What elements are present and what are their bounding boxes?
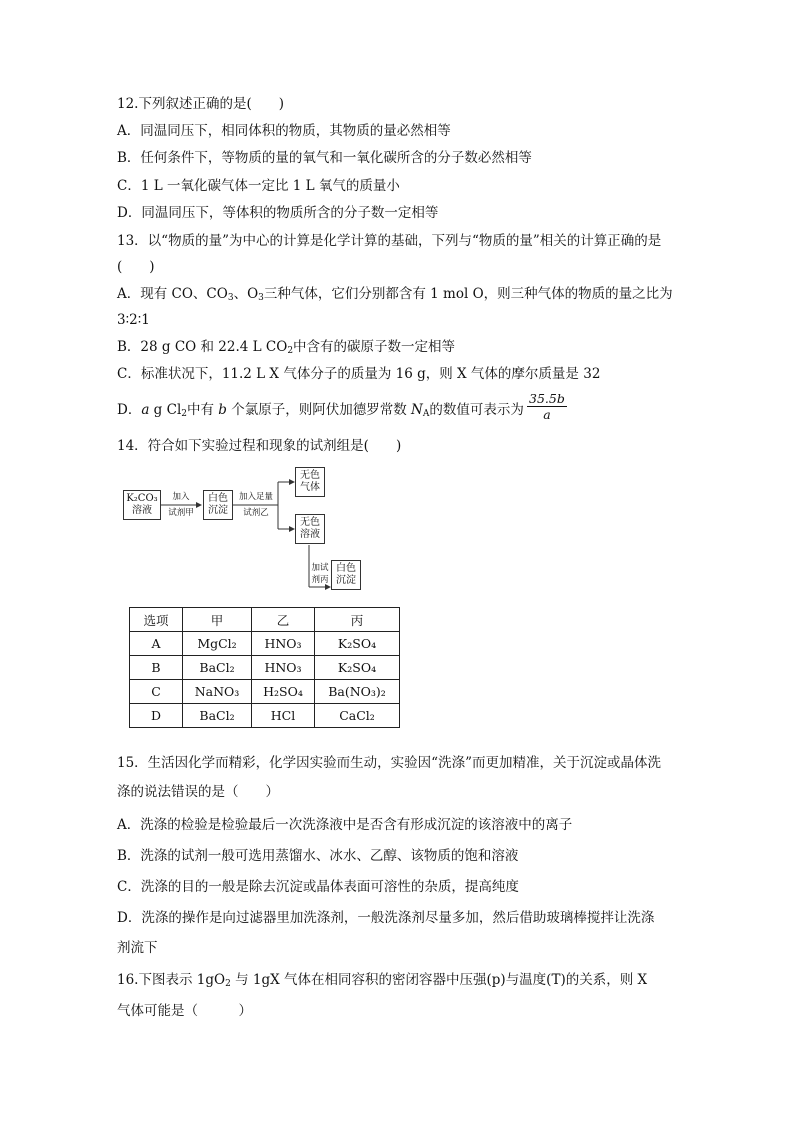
q13-d-N: N — [411, 402, 423, 418]
table-header-row — [130, 608, 400, 632]
flow-box-k2co3 — [123, 490, 161, 520]
flow-box-ppt-line2: 沉淀 — [208, 505, 228, 516]
q13-d-a: a — [141, 402, 150, 418]
sub-A: A — [422, 409, 430, 419]
q13-option-a-line2: 3∶2∶1 — [117, 312, 150, 328]
table-cell: C — [130, 680, 183, 704]
q15-stem-line2: 涤的说法错误的是（ ） — [117, 784, 279, 800]
table-cell: B — [130, 656, 183, 680]
q13-stem-paren: ( ) — [117, 259, 155, 275]
table-row — [130, 680, 400, 704]
q13-d-fraction — [527, 391, 567, 422]
flow-box-sol-line1: 无色 — [300, 517, 320, 528]
q12-option-a: A．同温同压下，相同体积的物质，其物质的量必然相等 — [117, 123, 451, 139]
arrow2-label-bottom: 试剂乙 — [243, 508, 269, 518]
table-cell: BaCl₂ — [183, 656, 252, 680]
table-cell: HNO₃ — [252, 632, 315, 656]
q12-option-b: B．任何条件下，等物质的量的氧气和一氧化碳所含的分子数必然相等 — [117, 150, 532, 166]
table-header-cell: 选项 — [130, 608, 183, 632]
sub-2: 2 — [181, 409, 187, 419]
fraction-denominator: a — [543, 407, 551, 422]
sub-2: 2 — [225, 979, 231, 989]
table-cell: CaCl₂ — [315, 704, 400, 728]
flow-box-ppt-line1: 白色 — [208, 493, 228, 504]
table-cell: A — [130, 632, 183, 656]
q13-option-d: D．a g $Cl_2$中有 b 个氯原子，则阿伏加德罗常数 $N_A$的数值可表示为 — [117, 402, 524, 419]
q16-stem-part1: 16.下图表示 1gO — [117, 972, 226, 988]
q15-option-c: C．洗涤的目的一般是除去沉淀或晶体表面可溶性的杂质，提高纯度 — [117, 879, 519, 895]
q13-d-t3: 个氯原子，则阿伏加德罗常数 — [226, 402, 412, 418]
flow-box-k2co3-line2: 溶液 — [132, 505, 152, 516]
table-cell: K₂SO₄ — [315, 632, 400, 656]
q13-option-a — [117, 284, 673, 304]
flow-box-white-ppt — [203, 490, 233, 520]
arrow3-label-2: 剂丙 — [311, 575, 329, 585]
q16-stem-line2: 气体可能是（ ） — [117, 1003, 252, 1019]
flow-box-gas-line2: 气体 — [300, 482, 320, 493]
table-cell: H₂SO₄ — [252, 680, 315, 704]
q16-stem — [117, 970, 647, 990]
flow-box-k2co3-line1: K₂CO₃ — [126, 493, 158, 504]
q13-d-b: b — [218, 402, 227, 418]
q12-stem: 12.下列叙述正确的是( ) — [117, 96, 285, 112]
table-row — [130, 632, 400, 656]
q15-option-a: A．洗涤的检验是检验最后一次洗涤液中是否含有形成沉淀的该溶液中的离子 — [117, 817, 573, 833]
q15-option-b: B．洗涤的试剂一般可选用蒸馏水、冰水、乙醇、该物质的饱和溶液 — [117, 848, 519, 864]
q13-b-part2: 中含有的碳原子数一定相等 — [293, 339, 456, 355]
q14-options-table — [129, 607, 400, 728]
q12-option-d: D．同温同压下，等体积的物质所含的分子数一定相等 — [117, 205, 439, 221]
q13-option-b — [117, 337, 455, 357]
q13-d-t1: g Cl — [149, 402, 182, 418]
sub-3: 3 — [258, 293, 264, 303]
q15-stem: 15．生活因化学而精彩，化学因实验而生动，实验因“洗涤”而更加精准，关于沉淀或晶体洗 — [117, 755, 661, 771]
flow-box-ppt2-line1: 白色 — [336, 563, 356, 574]
q15-option-d: D．洗涤的操作是向过滤器里加洗涤剂，一般洗涤剂尽量多加，然后借助玻璃棒搅拌让洗涤 — [117, 910, 655, 926]
table-cell: HNO₃ — [252, 656, 315, 680]
q13-b-part1: B．28 g CO 和 22.4 L CO — [117, 339, 288, 355]
flow-box-white-ppt-2 — [331, 560, 361, 590]
table-cell: K₂SO₄ — [315, 656, 400, 680]
table-cell: HCl — [252, 704, 315, 728]
q12-option-c: C．1 L 一氧化碳气体一定比 1 L 氧气的质量小 — [117, 178, 400, 194]
q13-a-part2: 、O — [233, 286, 259, 302]
sub-2: 2 — [287, 346, 294, 356]
q13-a-part1: A．现有 CO、CO — [117, 286, 228, 302]
table-header-cell: 乙 — [252, 608, 315, 632]
arrow1-label-bottom: 试剂甲 — [168, 508, 194, 518]
table-header-cell: 丙 — [315, 608, 400, 632]
arrow1-label-top: 加入 — [172, 492, 190, 502]
arrow2-label-top: 加入足量 — [238, 492, 273, 502]
q13-option-c: C．标准状况下，11.2 L X 气体分子的质量为 16 g，则 X 气体的摩尔质量是 32 — [117, 366, 601, 382]
table-cell: MgCl₂ — [183, 632, 252, 656]
table-cell: Ba(NO₃)₂ — [315, 680, 400, 704]
table-row — [130, 656, 400, 680]
flow-box-colorless-solution — [295, 514, 325, 544]
q13-d-t4: 的数值可表示为 — [429, 402, 524, 418]
table-cell: D — [130, 704, 183, 728]
arrow3-label-1: 加试 — [311, 563, 329, 573]
table-cell: NaNO₃ — [183, 680, 252, 704]
fraction-numerator: 35.5b — [529, 391, 565, 406]
sub-3: 3 — [227, 293, 234, 303]
q16-stem-part2: 与 1gX 气体在相同容积的密闭容器中压强(p)与温度(T)的关系，则 X — [230, 972, 648, 988]
q13-a-part3: 三种气体，它们分别都含有 1 mol O，则三种气体的物质的量之比为 — [263, 286, 673, 302]
q13-stem: 13．以“物质的量”为中心的计算是化学计算的基础，下列与“物质的量”相关的计算正确的是 — [117, 233, 662, 249]
flow-box-gas-line1: 无色 — [300, 470, 320, 481]
flow-box-ppt2-line2: 沉淀 — [336, 575, 356, 586]
flow-box-sol-line2: 溶液 — [300, 529, 320, 540]
flow-box-colorless-gas — [295, 467, 325, 497]
table-row — [130, 704, 400, 728]
table-cell: BaCl₂ — [183, 704, 252, 728]
q15-option-d-line2: 剂流下 — [117, 940, 158, 956]
table-header-cell: 甲 — [183, 608, 252, 632]
q14-stem: 14．符合如下实验过程和现象的试剂组是( ) — [117, 438, 402, 454]
q13-d-t2: 中有 — [187, 402, 219, 418]
